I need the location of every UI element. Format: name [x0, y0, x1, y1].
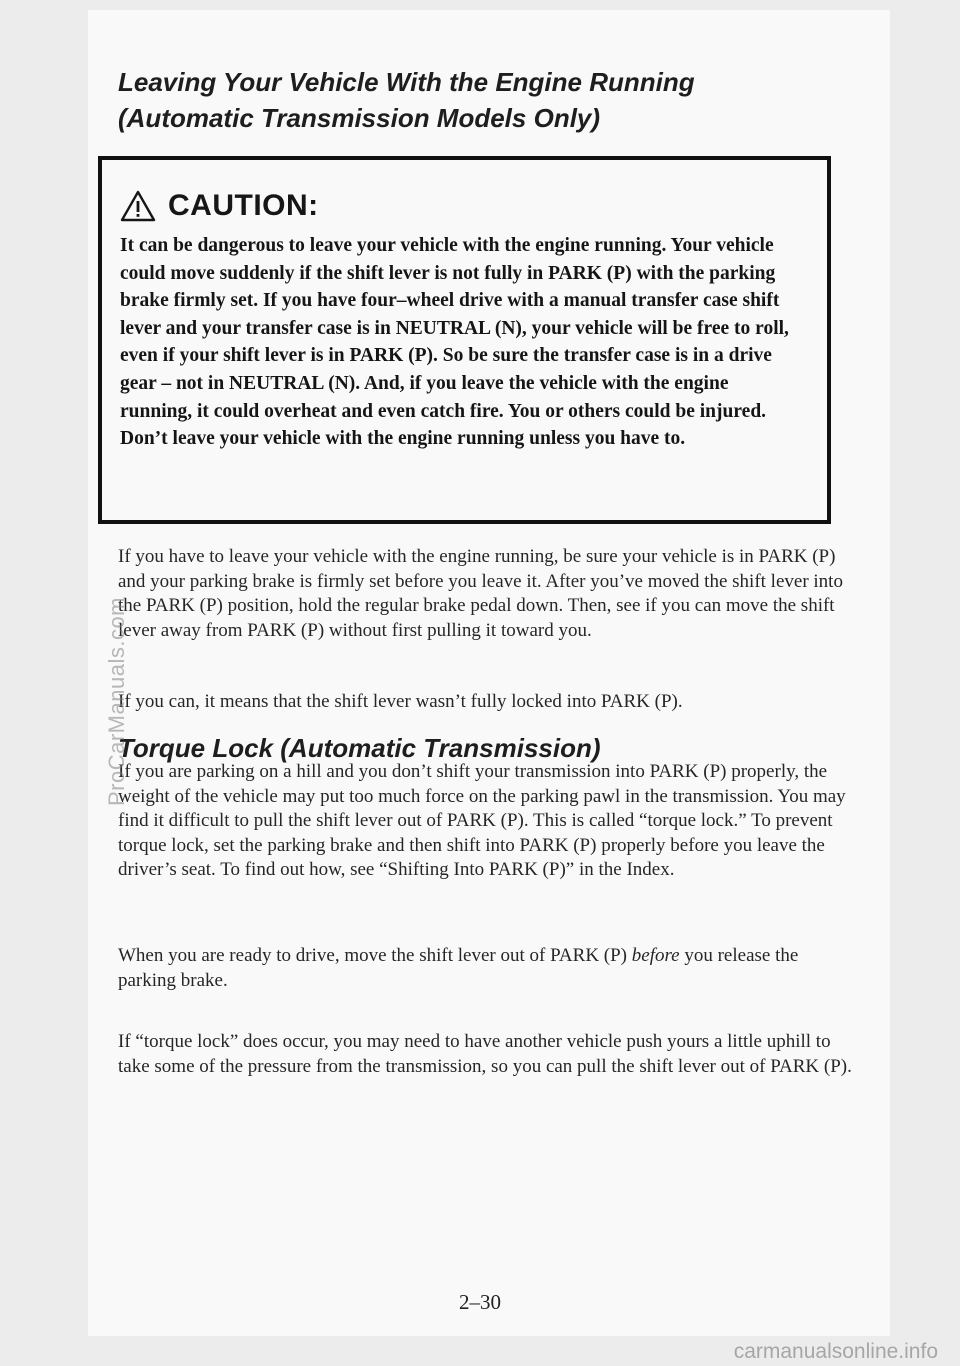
body-paragraph: If you have to leave your vehicle with the engine running, be sure your vehicle is in PARK (P) and your parking brake is firmly set before you leave it. After you’ve moved the shift lever into the PARK (P) position, hold the regular brake pedal down. Then, see if you can move the shift lever away from PARK (P) without first pulling it toward you.: [118, 546, 843, 641]
emphasis-text: before: [631, 945, 680, 966]
body-paragraph: If “torque lock” does occur, you may need to have another vehicle push yours a little uphill to take some of the pressure from the transmission, so you can pull the shift lever out of PARK (P).: [118, 1031, 852, 1077]
caution-text: It can be dangerous to leave your vehicle with the engine running. Your vehicle could move suddenly if the shift lever is not fully in PARK (P) with the parking brake firmly set. If you have four–wheel drive with a manual transfer case shift lever and your transfer case is in NEUTRAL (N), your vehicle will be free to roll, even if your shift lever is in PARK (P). So be sure the transfer case is in a drive gear – not in NEUTRAL (N). And, if you leave the vehicle with the engine running, it could overheat and even catch fire. You or others could be injured. Don’t leave your vehicle with the engine running unless you have to.: [120, 235, 789, 450]
caution-label: CAUTION:: [168, 189, 319, 222]
side-watermark: ProCarManuals.com: [104, 596, 129, 806]
text-run: When you are ready to drive, move the shift lever out of PARK (P): [118, 945, 632, 966]
caution-header: [120, 186, 319, 226]
text-run: you release the parking brake.: [118, 945, 799, 991]
warning-triangle-icon: [120, 189, 156, 223]
body-paragraph: [118, 944, 858, 993]
section-heading-leaving-vehicle: Leaving Your Vehicle With the Engine Running (Automatic Transmission Models Only): [118, 67, 695, 133]
body-paragraph: If you can, it means that the shift lever wasn’t fully locked into PARK (P).: [118, 691, 683, 712]
page-number: 2–30: [459, 1290, 501, 1314]
body-paragraph: If you are parking on a hill and you don’t shift your transmission into PARK (P) properly, the weight of the vehicle may put too much force on the parking pawl in the transmission. You may find it difficult to pull the shift lever out of PARK (P). This is called “torque lock.” To prevent torque lock, set the parking brake and then shift into PARK (P) properly before you leave the driver’s seat. To find out how, see “Shifting Into PARK (P)” in the Index.: [118, 761, 846, 881]
caution-box: [98, 156, 831, 524]
section-heading-torque-lock: Torque Lock (Automatic Transmission): [118, 733, 601, 763]
bottom-watermark: carmanualsonline.info: [733, 1340, 938, 1363]
